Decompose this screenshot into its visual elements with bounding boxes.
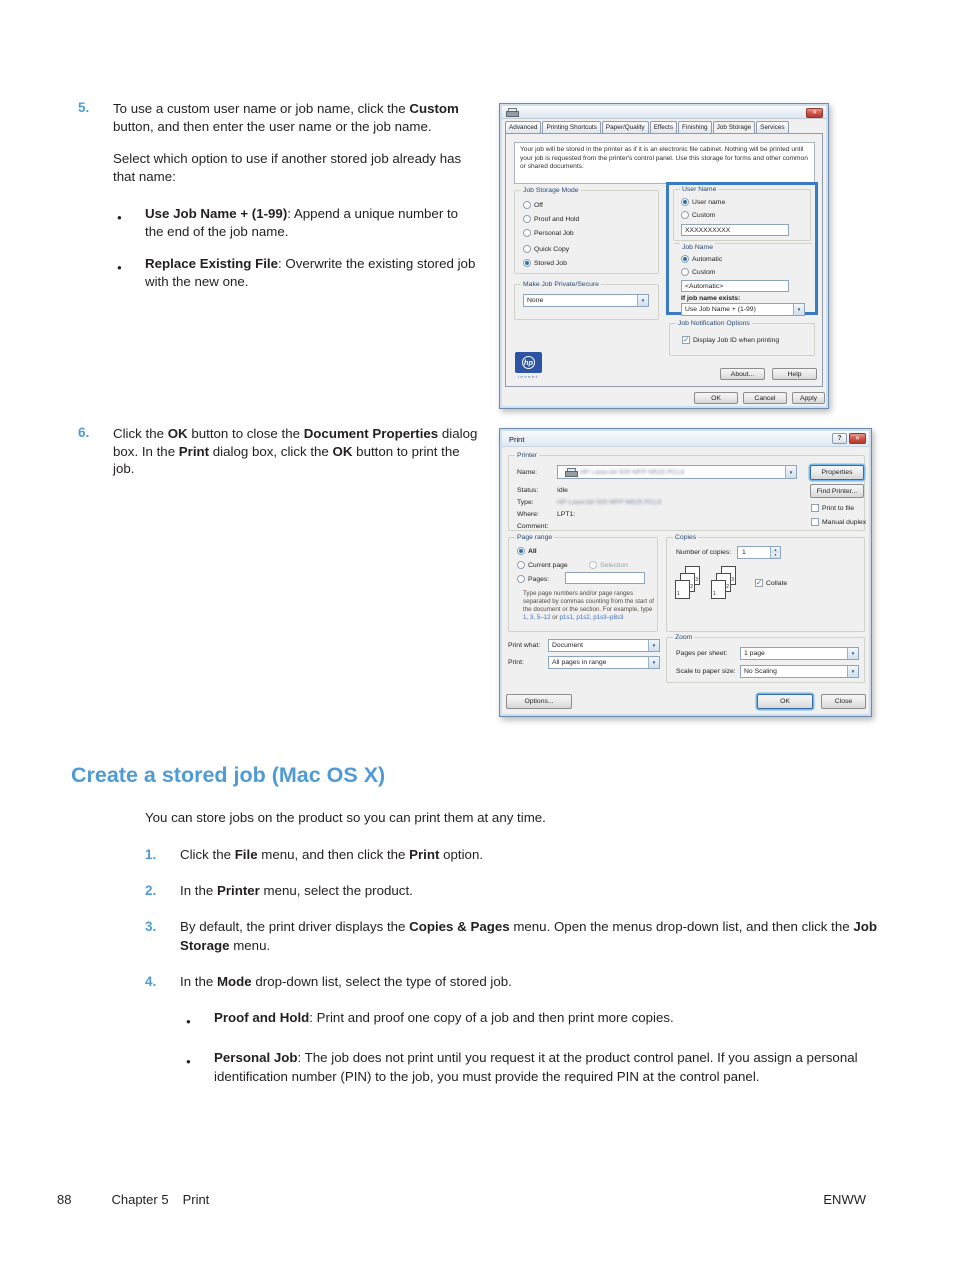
type-value: HP LaserJet 500 MFP M525 PCL6 (557, 499, 662, 506)
tab-job-storage[interactable]: Job Storage (713, 121, 755, 134)
callout-highlight-box (666, 182, 818, 315)
chevron-down-icon: ▼ (847, 648, 858, 659)
step-5-number: 5. (78, 100, 90, 115)
tab-effects[interactable]: Effects (650, 121, 677, 133)
ok-button[interactable]: OK (694, 392, 738, 404)
printer-icon (565, 468, 576, 477)
chevron-down-icon: ▼ (648, 640, 659, 651)
radio-job-automatic[interactable]: Automatic (681, 255, 722, 263)
private-secure-dropdown[interactable]: None ▼ (523, 294, 649, 307)
radio-pages[interactable]: Pages: (517, 575, 549, 583)
radio-job-custom[interactable]: Custom (681, 268, 715, 276)
job-storage-tab-page (505, 133, 823, 387)
radio-off[interactable]: Off (523, 201, 543, 209)
print-range-dropdown[interactable]: All pages in range ▼ (548, 656, 660, 669)
find-printer-button[interactable]: Find Printer... (810, 484, 864, 498)
pages-per-sheet-label: Pages per sheet: (676, 650, 728, 657)
section-title: Create a stored job (Mac OS X) (71, 763, 386, 787)
mac-step-2: 2. In the Printer menu, select the product. (145, 883, 413, 898)
page-range-group (508, 534, 658, 632)
step-6 (78, 425, 483, 493)
page-range-hint: Type page numbers and/or page ranges separated by commas counting from the start of the document or the section. For example, type 1, 3, 5–12 or p1s1, p1s2, p1s3–p8s3 (523, 590, 655, 621)
chevron-down-icon: ▼ (785, 466, 796, 478)
zoom-label: Zoom (675, 634, 693, 641)
properties-button[interactable]: Properties (810, 465, 864, 480)
print-range-label: Print: (508, 659, 524, 666)
copies-group (666, 534, 865, 632)
chevron-down-icon: ▼ (793, 304, 804, 315)
bullet-icon: ● (117, 263, 122, 272)
step-5-paragraph-2: Select which option to use if another stored job already has that name: (113, 151, 462, 184)
options-button[interactable]: Options... (506, 694, 572, 709)
mac-bullet-proof-and-hold: ● Proof and Hold: Print and proof one copy of a job and then print more copies. (182, 1008, 883, 1031)
collate-pages-graphic: 3 2 1 (711, 566, 743, 606)
page-range-label: Page range (517, 534, 553, 541)
step-5-bullet-2: ● Replace Existing File: Overwrite the existing stored job with the new one. (113, 255, 476, 290)
radio-proof-and-hold[interactable]: Proof and Hold (523, 215, 579, 223)
type-label: Type: (517, 499, 534, 506)
chevron-down-icon: ▼ (648, 657, 659, 668)
job-notification-label: Job Notification Options (678, 320, 750, 327)
down-arrow-icon[interactable]: ▼ (771, 553, 780, 559)
section-intro: You can store jobs on the product so you can print them at any time. (145, 810, 546, 825)
print-dialog (499, 428, 872, 717)
name-label: Name: (517, 469, 538, 476)
check-icon: ✓ (756, 578, 763, 587)
tab-advanced[interactable]: Advanced (505, 121, 541, 133)
radio-current-page[interactable]: Current page (517, 561, 568, 569)
private-secure-group (514, 281, 659, 320)
apply-button[interactable]: Apply (792, 392, 825, 404)
radio-all[interactable]: All (517, 547, 537, 555)
print-what-dropdown[interactable]: Document ▼ (548, 639, 660, 652)
tab-finishing[interactable]: Finishing (678, 121, 712, 133)
close-button[interactable]: Close (821, 694, 866, 709)
scale-to-paper-dropdown[interactable]: No Scaling ▼ (740, 665, 859, 678)
number-of-copies-label: Number of copies: (676, 549, 732, 556)
tab-paper-quality[interactable]: Paper/Quality (602, 121, 649, 133)
print-what-label: Print what: (508, 642, 541, 649)
check-icon: ✓ (683, 335, 690, 344)
help-icon[interactable]: ? (832, 433, 847, 444)
status-value: Idle (557, 487, 568, 494)
scale-to-paper-label: Scale to paper size: (676, 668, 736, 675)
status-label: Status: (517, 487, 539, 494)
job-name-field[interactable]: <Automatic> (681, 280, 789, 292)
bullet-icon: ● (186, 1017, 191, 1026)
chevron-down-icon: ▼ (637, 295, 648, 306)
close-icon[interactable]: ✕ (849, 433, 866, 444)
manual-duplex-checkbox[interactable]: Manual duplex (811, 518, 866, 526)
dialog2-titlebar[interactable] (502, 431, 869, 447)
user-name-label: User Name (682, 186, 717, 193)
step-6-number: 6. (78, 425, 90, 440)
job-name-label: Job Name (682, 244, 713, 251)
bullet-icon: ● (117, 213, 122, 222)
mac-step-4: 4. In the Mode drop-down list, select the type of stored job. (145, 974, 512, 989)
cancel-button[interactable]: Cancel (743, 392, 787, 404)
mac-step-1: 1. Click the File menu, and then click the Print option. (145, 847, 484, 862)
if-job-name-exists-label: If job name exists: (681, 295, 741, 302)
tab-services[interactable]: Services (756, 121, 789, 133)
mac-bullet-personal-job: ● Personal Job: The job does not print until you request it at the product control panel. If you assign a personal identification number (PIN) to the job, you must provide the required PIN at the control panel. (182, 1048, 883, 1086)
footer-chapter-title: Print (182, 1192, 210, 1207)
step-5-bullet-1: ● Use Job Name + (1-99): Append a unique number to the end of the job name. (113, 205, 476, 240)
job-name-group (673, 244, 811, 313)
bullet-icon: ● (186, 1057, 191, 1066)
step-5 (78, 100, 478, 305)
radio-stored-job[interactable]: Stored Job (523, 259, 567, 267)
print-to-file-checkbox[interactable]: Print to file (811, 504, 854, 512)
hp-invent-text: invent (517, 374, 540, 379)
number-of-copies-stepper[interactable]: 1 ▲ ▼ (737, 546, 781, 559)
radio-user-name[interactable]: User name (681, 198, 725, 206)
mac-step-3: 3. By default, the print driver displays the Copies & Pages menu. Open the menus drop-down list, and then click the Job Storage menu. (145, 919, 877, 953)
up-arrow-icon[interactable]: ▲ (771, 547, 780, 553)
footer-chapter: Chapter 5 (111, 1192, 169, 1207)
radio-quick-copy[interactable]: Quick Copy (523, 245, 569, 253)
printer-group-label: Printer (517, 452, 538, 459)
printer-name-dropdown[interactable] (557, 465, 797, 479)
pages-input[interactable] (565, 572, 645, 584)
close-icon[interactable]: ✕ (806, 108, 823, 118)
step-5-paragraph-1: To use a custom user name or job name, click the Custom button, and then enter the user name or the job name. (113, 101, 459, 134)
printer-group (508, 452, 867, 531)
display-job-id-checkbox[interactable]: ✓ Display Job ID when printing (683, 335, 780, 344)
chevron-down-icon: ▼ (847, 666, 858, 677)
job-storage-description: Your job will be stored in the printer as if it is an electronic file cabinet. Nothing will be printed until your job is requested from the printer's control panel. Use this storage for forms and other common or shared documents. (514, 142, 815, 184)
radio-user-custom[interactable]: Custom (681, 211, 715, 219)
job-storage-mode-label: Job Storage Mode (523, 187, 579, 194)
where-label: Where: (517, 511, 539, 518)
step-6-paragraph: Click the OK button to close the Document Properties dialog box. In the Print dialog box, click the OK button to print the job. (113, 426, 478, 476)
tab-printing-shortcuts[interactable]: Printing Shortcuts (542, 121, 600, 133)
radio-selection: Selection (589, 561, 628, 569)
hp-logo: hp (515, 352, 542, 373)
page-footer (57, 1192, 866, 1207)
user-name-field[interactable]: XXXXXXXXXX (681, 224, 789, 236)
pages-per-sheet-dropdown[interactable]: 1 page ▼ (740, 647, 859, 660)
comment-label: Comment: (517, 523, 549, 530)
mac-steps-list (145, 845, 883, 1101)
zoom-group (666, 634, 865, 683)
private-secure-label: Make Job Private/Secure (523, 281, 599, 288)
document-properties-dialog (499, 103, 829, 409)
page-number: 88 (57, 1192, 72, 1207)
radio-personal-job[interactable]: Personal Job (523, 229, 574, 237)
user-name-group (673, 186, 811, 241)
printer-icon (506, 108, 517, 117)
collate-checkbox[interactable]: ✓ Collate (756, 578, 788, 587)
where-value: LPT1: (557, 511, 576, 518)
job-storage-mode-group (514, 187, 659, 274)
dialog1-titlebar[interactable] (502, 106, 826, 119)
help-button[interactable]: Help (772, 368, 817, 380)
footer-enww: ENWW (823, 1192, 866, 1207)
dialog1-tab-strip (505, 120, 823, 133)
copies-label: Copies (675, 534, 697, 541)
if-job-name-exists-dropdown[interactable]: Use Job Name + (1-99) ▼ (681, 303, 805, 316)
collate-pages-graphic: 3 2 1 (675, 566, 707, 606)
ok-button[interactable]: OK (757, 694, 813, 709)
printer-name-value: HP LaserJet 500 MFP M525 PCL6 (580, 468, 685, 476)
about-button[interactable]: About... (720, 368, 765, 380)
dialog2-title: Print (509, 435, 525, 444)
job-notification-group (669, 320, 815, 356)
